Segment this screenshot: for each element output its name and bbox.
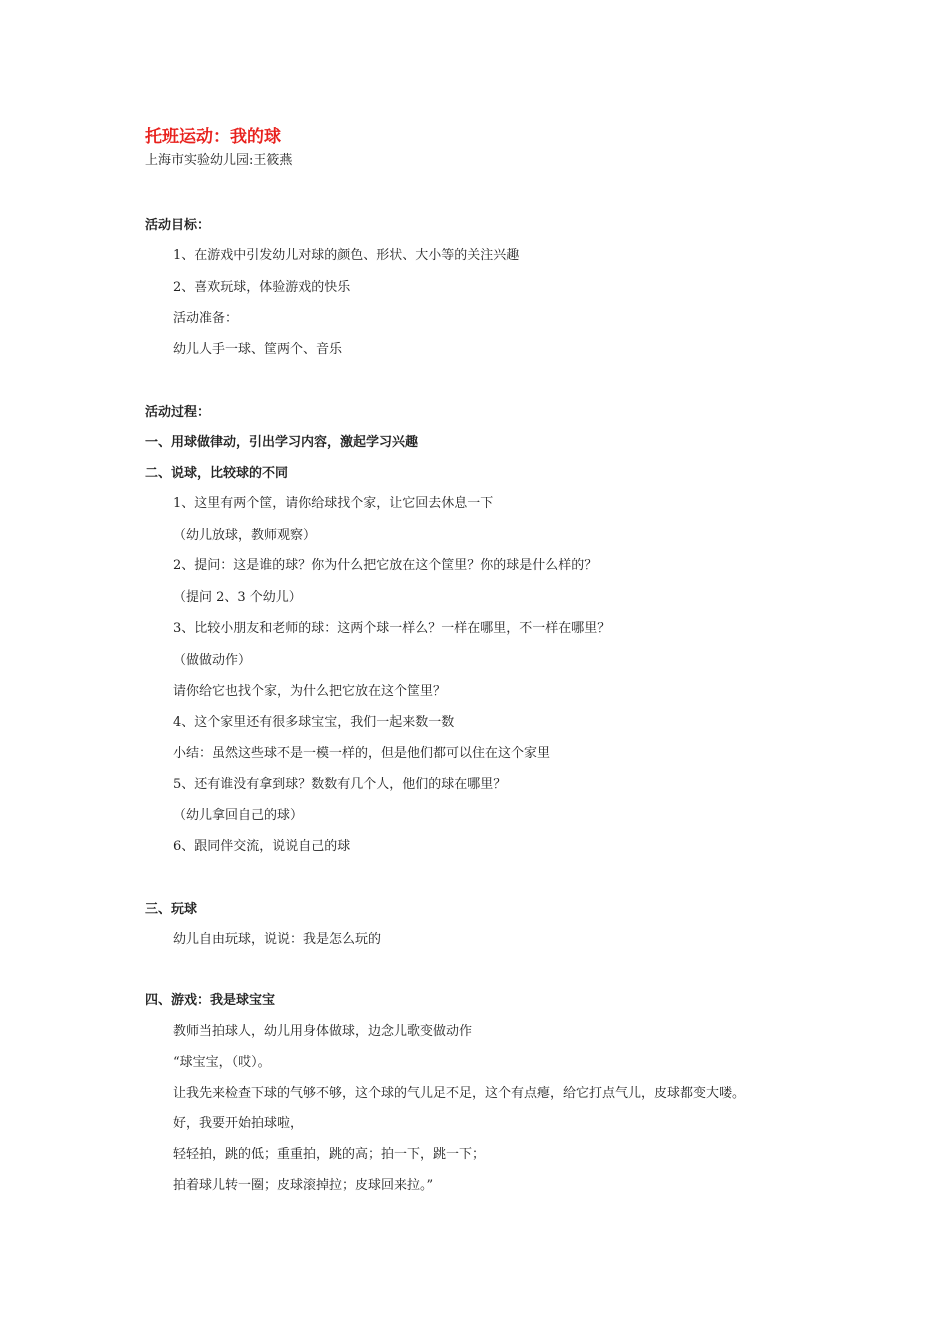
process-line: 3、比较小朋友和老师的球：这两个球一样么？一样在哪里，不一样在哪里？: [173, 621, 611, 636]
process-line: 5、还有谁没有拿到球？数数有几个人，他们的球在哪里？: [173, 777, 507, 792]
process-line: 幼儿自由玩球，说说：我是怎么玩的: [173, 932, 382, 947]
goal-item: 2、喜欢玩球，体验游戏的快乐: [173, 280, 351, 295]
goals-heading: 活动目标：: [145, 218, 211, 233]
process-line: 小结：虽然这些球不是一模一样的，但是他们都可以住在这个家里: [173, 746, 551, 761]
process-line: 请你给它也找个家，为什么把它放在这个筐里？: [173, 684, 447, 699]
process-line: 让我先来检查下球的气够不够，这个球的气儿足不足，这个有点瘪，给它打点气儿，皮球都变大喽。: [173, 1086, 746, 1101]
process-line: （做做动作）: [173, 653, 252, 668]
section-heading: 一、用球做律动，引出学习内容，激起学习兴趣: [145, 435, 419, 450]
process-line: （幼儿拿回自己的球）: [173, 808, 304, 823]
process-line: 6、跟同伴交流，说说自己的球: [173, 839, 351, 854]
prep-text: 幼儿人手一球、筐两个、音乐: [173, 342, 343, 357]
prep-heading: 活动准备：: [173, 311, 239, 326]
section-heading: 二、说球，比较球的不同: [145, 466, 289, 481]
process-line: 教师当拍球人，幼儿用身体做球，边念儿歌变做动作: [173, 1024, 473, 1039]
section-heading: 三、玩球: [145, 902, 198, 917]
process-line: 轻轻拍，跳的低；重重拍，跳的高；拍一下，跳一下；: [173, 1147, 486, 1162]
process-line: 2、提问：这是谁的球？你为什么把它放在这个筐里？你的球是什么样的？: [173, 558, 598, 573]
process-line: （幼儿放球，教师观察）: [173, 528, 317, 543]
goal-item: 1、在游戏中引发幼儿对球的颜色、形状、大小等的关注兴趣: [173, 248, 520, 263]
author-line: 上海市实验幼儿园:王筱燕: [145, 153, 293, 168]
process-line: 1、这里有两个筐，请你给球找个家，让它回去休息一下: [173, 496, 494, 511]
process-line: 4、这个家里还有很多球宝宝，我们一起来数一数: [173, 715, 455, 730]
process-line: 好，我要开始拍球啦，: [173, 1116, 304, 1131]
process-line: 拍着球儿转一圈；皮球滚掉拉；皮球回来拉。”: [173, 1178, 434, 1193]
document-title: 托班运动：我的球: [145, 127, 281, 147]
process-line: “球宝宝，（哎）。: [173, 1055, 271, 1070]
process-heading: 活动过程：: [145, 405, 211, 420]
section-heading: 四、游戏：我是球宝宝: [145, 993, 276, 1008]
process-line: （提问 2、3 个幼儿）: [173, 590, 302, 605]
